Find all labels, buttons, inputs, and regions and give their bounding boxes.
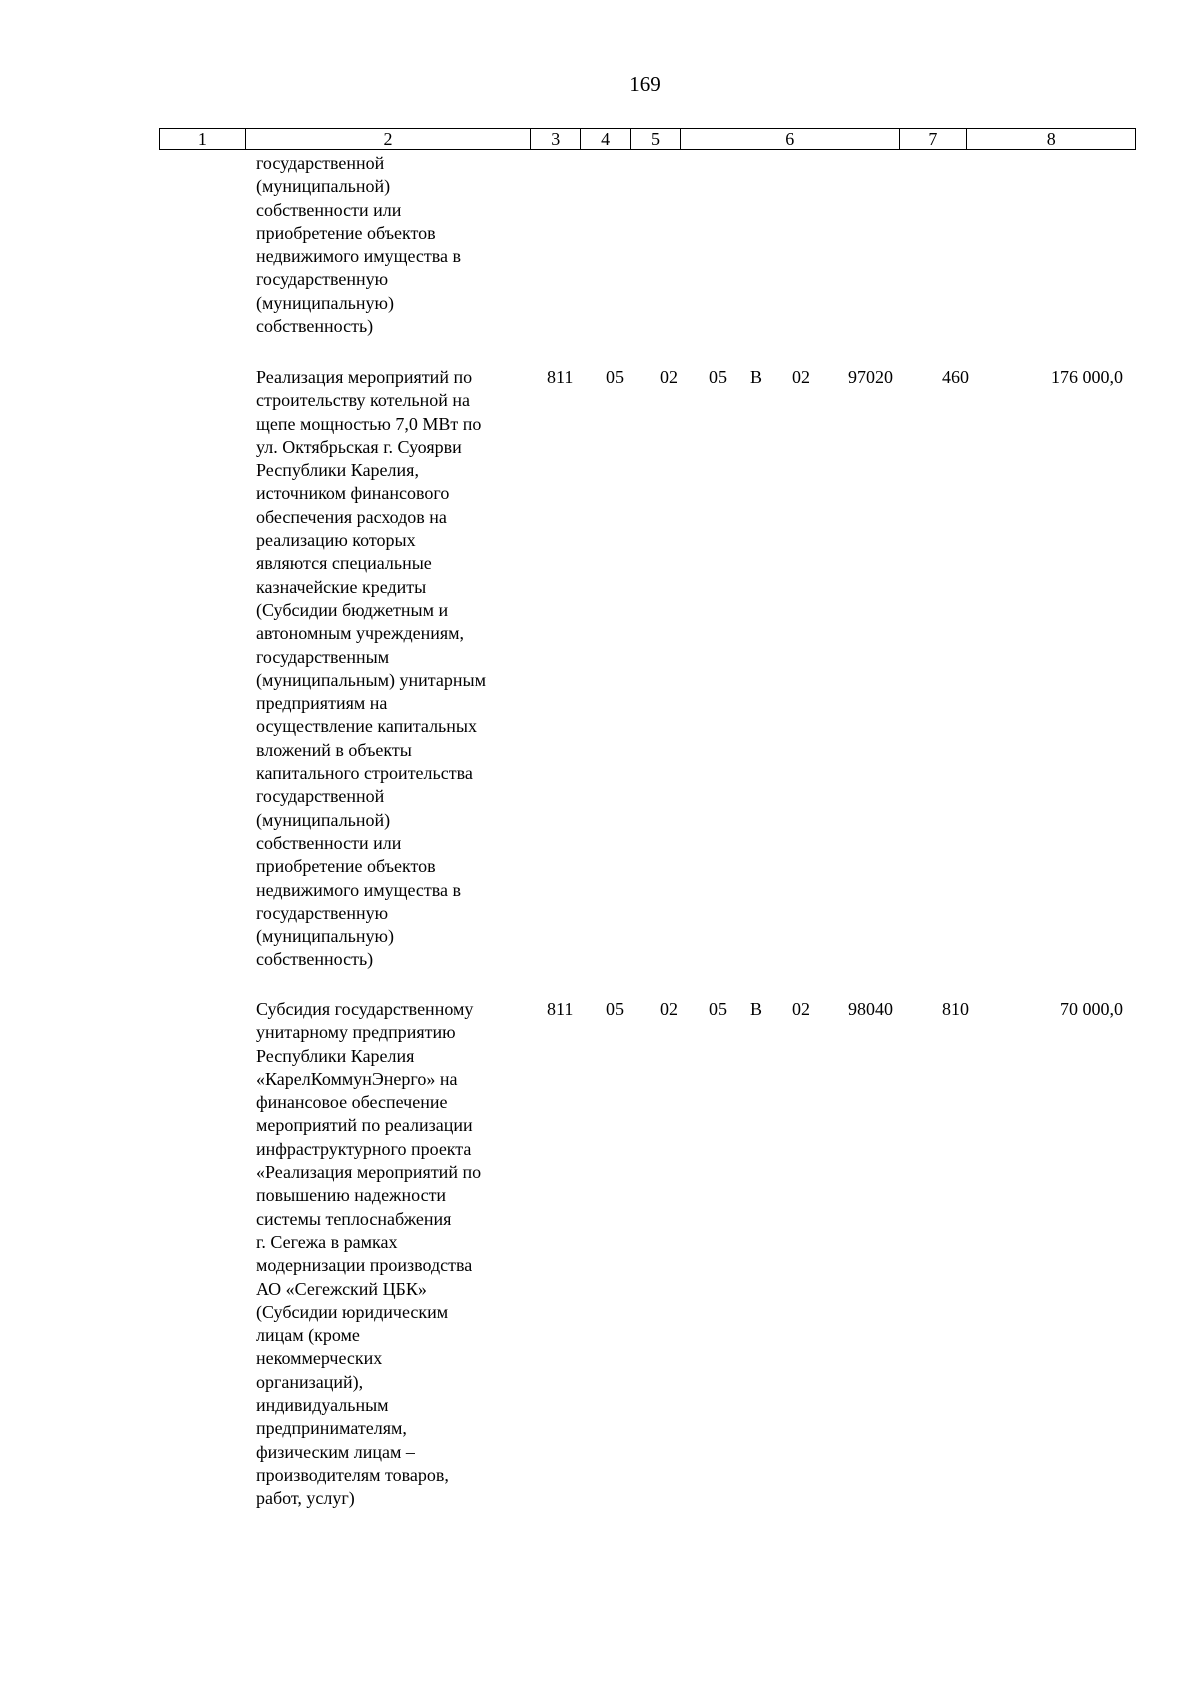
row-col4: 05 bbox=[606, 999, 624, 1019]
header-cell-8: 8 bbox=[1046, 129, 1056, 149]
continuation-description: государственной (муниципальной) собственности или приобретение объектов недвижимого имущества в государственную (муниципальную) собственность) bbox=[256, 153, 461, 337]
row-col3: 811 bbox=[547, 367, 574, 387]
row-col3: 811 bbox=[547, 999, 574, 1019]
row-col5: 02 bbox=[660, 999, 678, 1019]
row-col6d: 98040 bbox=[848, 999, 893, 1019]
header-cell-5: 5 bbox=[631, 129, 681, 149]
row-col6c: 02 bbox=[792, 367, 810, 387]
row-col7: 810 bbox=[942, 999, 969, 1019]
header-cell-6: 6 bbox=[681, 129, 900, 149]
row-col5: 02 bbox=[660, 367, 678, 387]
table-header-row bbox=[159, 128, 1136, 150]
header-cell-7: 7 bbox=[900, 129, 968, 149]
row-col4: 05 bbox=[606, 367, 624, 387]
row-amount: 70 000,0 bbox=[1060, 999, 1123, 1019]
header-cell-3: 3 bbox=[531, 129, 581, 149]
row-col6d: 97020 bbox=[848, 367, 893, 387]
row-col6a: 05 bbox=[709, 999, 727, 1019]
row-amount: 176 000,0 bbox=[1051, 367, 1123, 387]
row-col7: 460 bbox=[942, 367, 969, 387]
header-cell-2: 2 bbox=[246, 129, 531, 149]
row-col6b: В bbox=[750, 999, 763, 1019]
row-description: Субсидия государственному унитарному предприятию Республики Карелия «КарелКоммунЭнерго» на финансовое обеспечение мероприятий по реализации инфраструктурного проекта «Реализация мероприятий по повышению надежности системы теплоснабжения г. Сегежа в рамках модернизации производства АО «Сегежский ЦБК» (Субсидии юридическим лицам (кроме некоммерческих организаций), индивидуальным предпринимателям, физическим лицам – производителям товаров, работ, услуг) bbox=[256, 999, 482, 1509]
row-description: Реализация мероприятий по строительству котельной на щепе мощностью 7,0 МВт по ул. Октябрьская г. Суоярви Республики Карелия, источником финансового обеспечения расходов на реализацию которых являются специальные казначейские кредиты (Субсидии бюджетным и автономным учреждениям, государственным (муниципальным) унитарным предприятиям на осуществление капитальных вложений в объекты капитального строительства государственной (муниципальной) собственности или приобретение объектов недвижимого имущества в государственную (муниципальную) собственность) bbox=[256, 367, 486, 970]
page-number: 169 bbox=[629, 72, 661, 96]
header-cell-1: 1 bbox=[160, 129, 246, 149]
row-col6a: 05 bbox=[709, 367, 727, 387]
row-col6c: 02 bbox=[792, 999, 810, 1019]
header-cell-4: 4 bbox=[581, 129, 631, 149]
row-col6b: В bbox=[750, 367, 763, 387]
